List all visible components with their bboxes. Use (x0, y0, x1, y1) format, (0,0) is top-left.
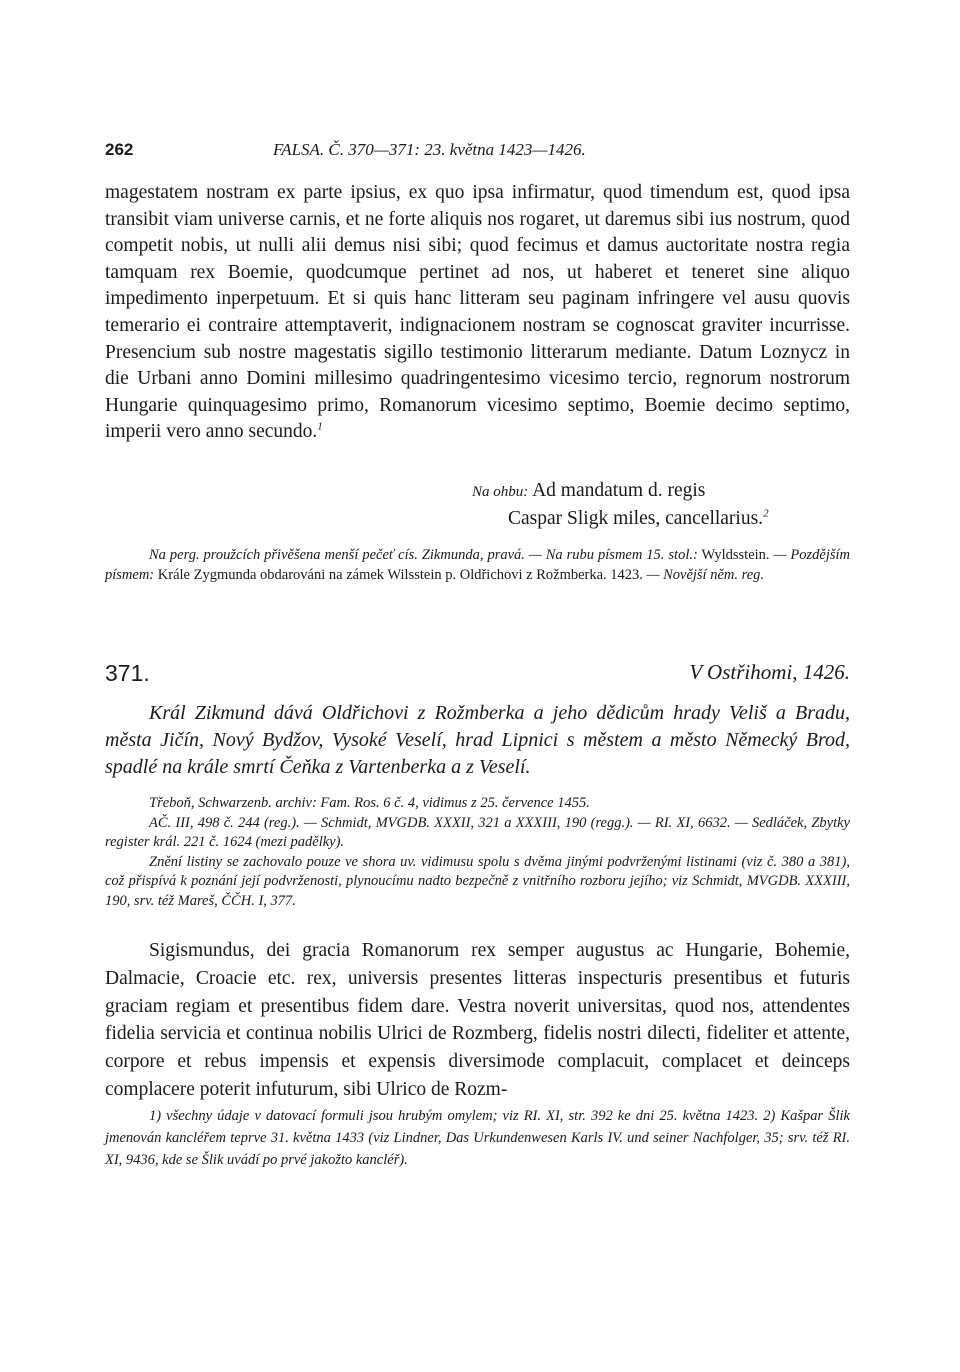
endorsement-line-2 (472, 506, 872, 533)
footnotes (105, 1105, 850, 1171)
endorsement-text-2: Caspar Sligk miles, cancellarius. (508, 507, 764, 529)
bibliography (105, 794, 850, 912)
seal-note-part-5: — Novější něm. reg. (646, 567, 765, 583)
seal-note-part-2: Wyldsstein. (701, 547, 770, 563)
endorsement-label: Na ohbu: (472, 484, 529, 500)
biblio-literature: AČ. III, 498 č. 244 (reg.). — Schmidt, MVGDB. XXXII, 321 a XXXIII, 190 (regg.). — RI. XI, 6632. — Sedláček, Zbytky register král. 221 č. 1624 (mezi padělky). (105, 814, 850, 851)
regest-text: Král Zikmund dává Oldřichovi z Rožmberka a jeho dědicům hrady Veliš a Bradu, města Jičín, Nový Bydžov, Vysoké Veselí, hrad Lipnici s městem a město Německý Brod, spadlé na krále smrtí Čeňka z Vartenberka a z Veselí. (105, 702, 850, 778)
page-header (105, 140, 855, 164)
document-place-date: V Ostřihomi, 1426. (689, 660, 850, 684)
document-number: 371. (105, 660, 150, 686)
document-text (105, 937, 850, 1104)
seal-note-part-4: Krále Zygmunda obdarováni na zámek Wilsstein p. Oldřichovi z Rožmberka. 1423. (157, 567, 643, 583)
page-number: 262 (105, 140, 134, 159)
footnote-mark-2: 2 (763, 507, 769, 520)
regest (105, 700, 850, 781)
footnote-text: 1) všechny údaje v datovací formuli jsou hrubým omylem; viz RI. XI, str. 392 ke dni 25. května 1423. 2) Kašpar Šlik jmenován kancléřem teprve 31. května 1433 (viz Lindner, Das Urkundenwesen Karls IV. und seiner Nachfolger, 35; srv. též RI. XI, 9436, kde se Šlik uvádí po prvé jakožto kancléř). (105, 1108, 850, 1168)
footnote-mark-1: 1 (317, 420, 323, 433)
main-text-continuation (105, 180, 850, 446)
document-text-paragraph: Sigismundus, dei gracia Romanorum rex semper augustus ac Hungarie, Bohemie, Dalmacie, Croacie etc. rex, universis presentes litteras inspecturis presentibus et futuris graciam regiam et presentibus fidem dare. Vestra noverit universitas, quod nos, attendentes fidelia servicia et continua nobilis Ulrici de Rozmberg, fidelis nostri dilecti, fideliter et attente, corpore et rebus impensis et expensis diversimode complacuit, complacet et deinceps complacere poterit infuturum, sibi Ulrico de Rozm- (105, 940, 850, 1100)
biblio-archive: Třeboň, Schwarzenb. archiv: Fam. Ros. 6 č. 4, vidimus z 25. července 1455. (149, 795, 590, 811)
seal-note-part-3: — Pozdějším písmem: (105, 547, 850, 583)
running-title: FALSA. Č. 370—371: 23. května 1423—1426. (273, 140, 586, 159)
main-text-paragraph (105, 180, 850, 446)
document-heading (105, 660, 850, 692)
endorsement-line-1 (472, 478, 872, 506)
endorsement-text-1: Ad mandatum d. regis (532, 480, 706, 501)
biblio-remark: Znění listiny se zachovalo pouze ve shora uv. vidimusu spolu s dvěma jinými podvrženými listinami (viz č. 380 a 381), což přispívá k poznání její podvrženosti, plynoucímu nadto bezpečně z vnitřního rozboru jejího; viz Schmidt, MVGDB. XXXIII, 190, srv. též Mareš, ČČH. I, 377. (105, 853, 850, 909)
seal-note-part-1: Na perg. proužcích přivěšena menší pečeť cís. Zikmunda, pravá. — Na rubu písmem 15. stol.: (149, 547, 698, 563)
main-text-body: magestatem nostram ex parte ipsius, ex quo ipsa infirmatur, quod timendum est, quod ipsa transibit viam universe carnis, et ne forte aliquis nos rogaret, ut daremus sibi ius nostrum, quod competit nobis, ut nulli alii demus nisi sibi; quod fecimus et damus auctoritate nostra regia tamquam rex Boemie, quodcumque pertinet ad nos, ut haberet et teneret sine aliquo impedimento inperpetuum. Et si quis hanc litteram seu paginam infringere vel ausu quovis temerario ei contraire attemptaverit, indignacionem nostram se cognoscat graviter incurrisse. Presencium sub nostre magestatis sigillo testimonio litterarum mediante. Datum Loznycz in die Urbani anno Domini millesimo quadringentesimo vicesimo tercio, regnorum nostrorum Hungarie quinquagesimo primo, Romanorum vicesimo septimo, Boemie decimo septimo, imperii vero anno secundo. (105, 182, 850, 443)
seal-note (105, 545, 850, 585)
endorsement (472, 478, 872, 532)
seal-note-paragraph (105, 545, 850, 585)
